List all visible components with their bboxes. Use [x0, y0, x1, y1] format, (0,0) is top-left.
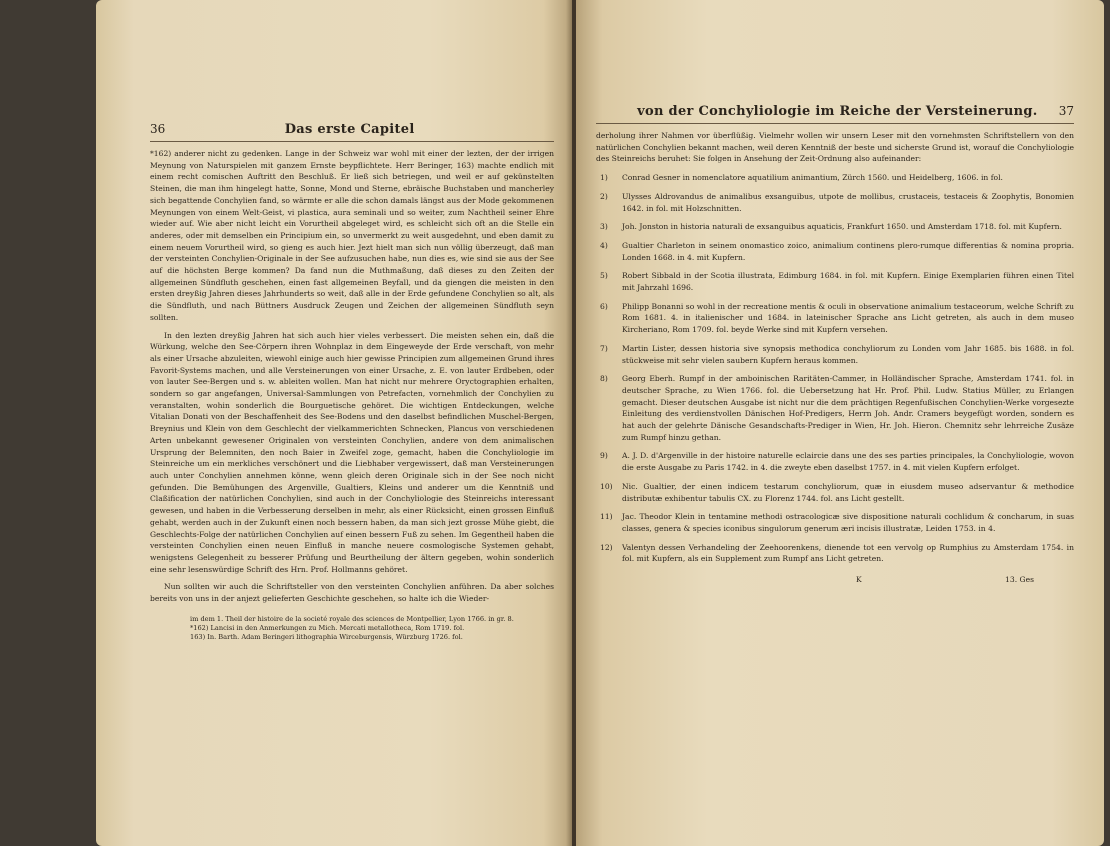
entry-number: 11) — [600, 512, 613, 522]
entry-number: 5) — [600, 271, 608, 281]
entry-number: 9) — [600, 451, 608, 461]
paragraph: In den lezten dreyßig Jahren hat sich auch hier vieles verbessert. Die meisten sehen ein, daß die Würkung, welche den See-Cörpern ihren Wohnplaz in dem Eingeweyde der Erde verschaft, von mehr als einer Ursache abzuleiten, wiewohl einige auch hier gewisse Principien zum allgemeinen Grund ihres Favorit-Systems machen, und alle Versteinerungen von einer Ursache, z. E. von lauter Erdbeben, oder von lauter See-Bergen und s. w. ableiten wollen. Man hat nicht nur mehrere Oryctographien erhalten, sondern so gar angefangen, Universal-Sammlungen von Petrefacten, vornehmlich der Conchylien zu veranstalten, wohin sonderlich die Bourguetische gehöret. Die wichtigen Entdeckungen, welche Vitalian Donati von der Beschaffenheit des See-Bodens und den daselbst befindlichen Muschel-Bergen, Breynius und Klein von dem Geschlecht der vielkammerichten Schnecken, Plancus von verschiedenen Arten unbekannt gewesener Originalen von versteinten Conchylien, andere von dem animalischen Ursprung der Belemniten, den noch Baier in Zweifel zoge, gemacht, haben die Conchyliologie im Steinreiche um ein merkliches verschönert und die Liebhaber vergewissert, daß man Versteinerungen auch unter Conchylien annehmen könne, wenn gleich deren Originale sich in der See noch nicht gefunden. Die Bemühungen des Argenville, Gualtiers, Kleins und anderer um die Kenntniß und Claßification der natürlichen Conchylien, sind auch in der Conchyliologie des Steinreichs interessant gewesen, und haben in die Verbesserung derselben in mehr, als einer Rücksicht, einen grossen Einfluß gehabt, werden auch in der Zukunft einen noch bessern haben, da man sich jezt grosse Mühe giebt, die Geschlechts-Folge der natürlichen Conchylien auf einen bessern Fuß zu sehen. Im Gegentheil haben die versteinten Conchylien einen neuen Einfluß in manche neuere cosmologische Systemen gehabt, wenigstens Gelegenheit zu besserer Prüfung und Beurtheilung der ältern gegeben, wohin sonderlich eine sehr lesenswürdige Schrift des Hrn. Prof. Hollmanns gehöret. — [150, 330, 554, 574]
footnotes — [150, 615, 554, 642]
entry-text: A. J. D. d'Argenville in der histoire naturelle eclaircie dans une des ses parties principales, la Conchyliologie, wovon die erste Ausgabe zu Paris 1742. in 4. die zweyte eben daselbst 1757. in 4. mit vielen Kupfern erfolget. — [622, 451, 1074, 473]
open-book — [96, 0, 1104, 846]
entry-number: 6) — [600, 301, 608, 311]
entry-text: Martin Lister, dessen historia sive synopsis methodica conchyliorum zu Londen vom Jahr 1685. bis 1688. in fol. stückweise mit sehr vielen saubern Kupfern heraus kommen. — [622, 343, 1074, 365]
entry-text: Robert Sibbald in der Scotia illustrata, Edimburg 1684. in fol. mit Kupfern. Einige Exemplarien führen einen Titel mit Jahrzahl 1696. — [622, 271, 1074, 293]
catchword: 13. Ges — [1005, 575, 1034, 585]
entry-text: Valentyn dessen Verhandeling der Zeehoorenkens, dienende tot een vervolg op Rumphius zu Amsterdam 1754. in fol. mit Kupfern, als ein Supplement zum Rumpf ans Licht getreten. — [622, 542, 1074, 564]
list-item — [596, 481, 1074, 504]
list-item — [596, 343, 1074, 366]
entry-text: Conrad Gesner in nomenclatore aquatilium animantium, Zürch 1560. und Heidelberg, 1606. in fol. — [622, 173, 1003, 183]
left-page — [96, 0, 572, 846]
right-page-header — [596, 104, 1074, 119]
page-number: 37 — [1058, 104, 1074, 118]
entry-number: 12) — [600, 542, 613, 552]
entry-text: Georg Eberh. Rumpf in der amboinischen Raritäten-Cammer, in Holländischer Sprache, Amsterdam 1741. fol. in deutscher Sprache, zu Wien 1766. fol. die Uebersetzung hat Hr. Prof. Phil. Ludw. Statius Müller, zu Erlangen gemacht. Dieser deutschen Ausgabe ist nicht nur die dem prächtigen Regenfußischen Conchylien-Werke vorgesezte Einleitung des verdienstvollen Dänischen Hof-Predigers, Herrn Joh. Andr. Cramers beygefügt worden, sondern es hat auch der gelehrte Dänische Gesandschafts-Prediger in Wien, Hr. Joh. Hieron. Chemnitz sehr lehrreiche Zusäze zum Rumpf hinzu gethan. — [622, 374, 1074, 442]
entry-number: 3) — [600, 222, 608, 232]
list-item — [596, 172, 1074, 184]
list-item — [596, 301, 1074, 336]
footnote: *162) Lancisi in den Anmerkungen zu Mich. Mercati metallotheca, Rom 1719. fol. — [190, 623, 465, 632]
list-item — [596, 191, 1074, 214]
entry-text: Philipp Bonanni so wohl in der recreatione mentis & oculi in observatione animalium testaceorum, welche Schrift zu Rom 1681. 4. in italienischer und 1684. in lateinischer Sprache ans Licht getreten, als auch in dem museo Kircheriano, Rom 1709. fol. beyde Werke sind mit Kupfern versehen. — [622, 301, 1074, 335]
page-footer — [596, 575, 1074, 584]
running-title: von der Conchyliologie im Reiche der Versteinerung. — [637, 104, 1038, 119]
paragraph: derholung ihrer Nahmen vor überflüßig. Vielmehr wollen wir unsern Leser mit den vornehmsten Schriftstellern von den natürlichen Conchylien bekannt machen, weil deren Kenntniß der beste und sicherste Grund ist, worauf die Conchyliologie des Steinreichs beruhet: Sie folgen in Ansehung der Zeit-Ordnung also aufeinander: — [596, 131, 1074, 164]
entry-number: 10) — [600, 481, 613, 491]
list-item — [596, 450, 1074, 473]
entry-number: 7) — [600, 343, 608, 353]
entry-number: 2) — [600, 191, 608, 201]
right-page — [576, 0, 1104, 846]
list-item — [596, 240, 1074, 263]
list-item — [596, 511, 1074, 534]
page-number: 36 — [150, 122, 166, 136]
footnote: im dem 1. Theil der histoire de la societé royale des sciences de Montpellier, Lyon 1766. in gr. 8. — [190, 614, 514, 623]
list-item — [596, 270, 1074, 293]
entry-number: 8) — [600, 374, 608, 384]
running-title: Das erste Capitel — [284, 122, 415, 137]
entry-number: 4) — [600, 240, 608, 250]
signature-mark: K — [856, 575, 862, 585]
entry-text: Ulysses Aldrovandus de animalibus exsanguibus, utpote de mollibus, crustaceis, testaceis & Zoophytis, Bonomien 1642. in fol. mit Holzschnitten. — [622, 191, 1074, 213]
list-item — [596, 373, 1074, 443]
paragraph: *162) anderer nicht zu gedenken. Lange in der Schweiz war wohl mit einer der lezten, der der irrigen Meynung von Naturspielen mit ganzem Ernste beypflichtete. Herr Beringer, 163) machte endlich mit einem recht comischen Auftritt den Beschluß. Er ließ sich betriegen, und weil er auf gekünstelten Steinen, die man ihm hingelegt hatte, Sonne, Mond und Sterne, ebräische Buchstaben und mancherley sich begattende Conchylien fand, so wärmte er alle die schon damals längst aus der Mode gekommenen Meynungen von einem Welt-Geist, vi plastica, aura seminali und so weiter, zum Nachtheil seiner Ehre wieder auf. Wie aber nicht leicht ein Vorurtheil abgeleget wird, es schleicht sich oft an die Stelle ein anderes, oder mit demselben ein Principium ein, so unvermerkt zu weit ausgedehnt, und eben damit zu einem neuem Vorurtheil wird, so gieng es auch hier. Jezt hielt man sich nun völlig überzeugt, daß man der versteinten Conchylien-Originale in der See aufzusuchen habe, nun dies es, wie sind sie aus der See auf die höchsten Berge kommen? Da fand nun die Muthmaßung, daß dieses zu den Zeiten der allgemeinen Sündfluth geschehen, einen fast allgemeinen Beyfall, und da giengen die meisten in den ersten dreyßig Jahren dieses Jahrhunderts so weit, daß alle in der Erde gefundene Conchylien so alt, als die Sündfluth, und nach Büttners Ausdruck Zeugen und Zeichen der allgemeinen Sündfluth seyn sollten. — [150, 149, 554, 322]
entry-number: 1) — [600, 173, 608, 183]
footnote: 163) In. Barth. Adam Beringeri lithographia Wirceburgensis, Würzburg 1726. fol. — [190, 632, 463, 641]
list-item — [596, 542, 1074, 565]
paragraph: Nun sollten wir auch die Schriftsteller von den versteinten Conchylien anführen. Da aber solches bereits von uns in der anjezt gelieferten Geschichte geschehen, so halte ich die Wieder- — [150, 582, 554, 604]
entry-text: Joh. Jonston in historia naturali de exsanguibus aquaticis, Frankfurt 1650. und Amsterdam 1718. fol. mit Kupfern. — [622, 222, 1062, 232]
entry-text: Gualtier Charleton in seinem onomastico zoico, animalium continens plero-rumque differentias & nomina propria. Londen 1668. in 4. mit Kupfern. — [622, 240, 1074, 262]
list-item — [596, 221, 1074, 233]
header-rule — [596, 123, 1074, 124]
left-page-header — [150, 122, 554, 137]
entry-text: Jac. Theodor Klein in tentamine methodi ostracologicæ sive dispositione naturali cochlidum & concharum, in suas classes, genera & species iconibus singulorum generum æri incisis illustratæ, Leiden 1753. in 4. — [622, 512, 1074, 533]
header-rule — [150, 141, 554, 142]
entry-text: Nic. Gualtier, der einen indicem testarum conchyliorum, quæ in eiusdem museo adservantur & methodice distributæ exhibentur tabulis CX. zu Florenz 1744. fol. ans Licht gestellt. — [622, 481, 1074, 503]
